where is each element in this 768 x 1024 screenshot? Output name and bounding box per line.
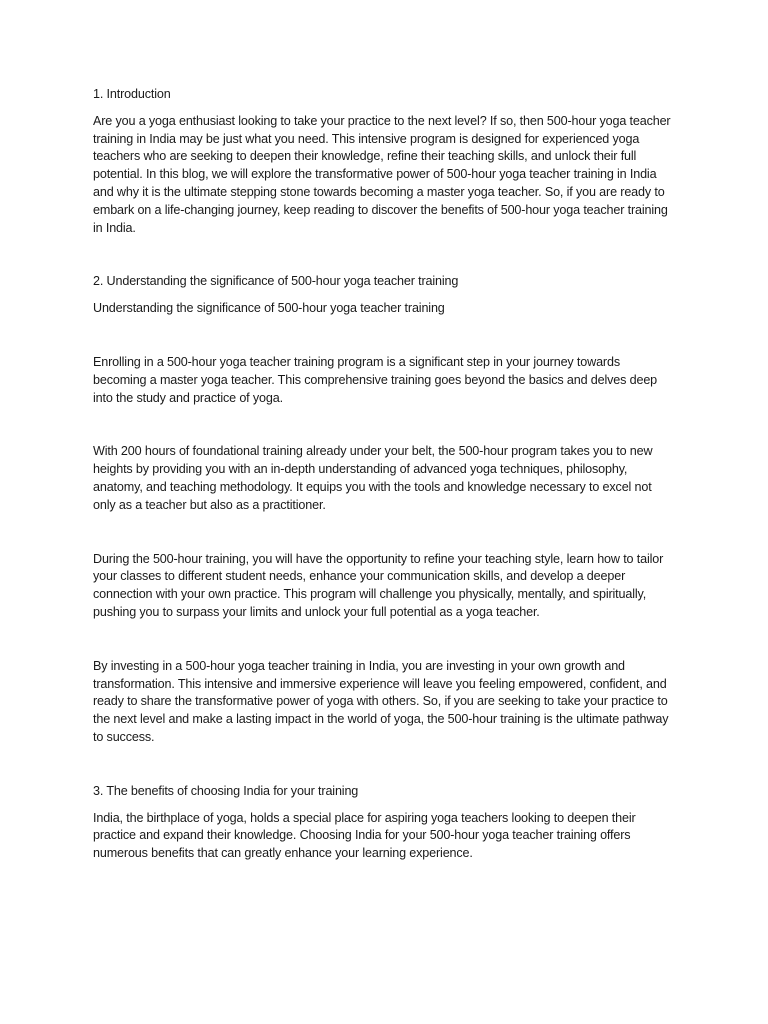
paragraph-enrolling: Enrolling in a 500-hour yoga teacher training program is a significant step in your journey towards becoming a master yoga teacher. This comprehensive training goes beyond the basics and delves deep into the study and practice of yoga. [93, 354, 658, 405]
paragraph-india-birthplace: India, the birthplace of yoga, holds a special place for aspiring yoga teachers looking to deepen their practice and expand their knowledge. Choosing India for your 500-hour yoga teacher training offers numerous benefits that can greatly enhance your learning experience. [93, 810, 636, 861]
section-heading-significance: 2. Understanding the significance of 500-hour yoga teacher training [93, 274, 459, 289]
paragraph-investing: By investing in a 500-hour yoga teacher training in India, you are investing in your own growth and transformation. This intensive and immersive experience will leave you feeling empowered, confident, and ready to share the transformative power of yoga with others. So, if you are seeking to take your practice to the next level and make a lasting impact in the world of yoga, the 500-hour training is the ultimate pathway to success. [93, 658, 669, 744]
section-heading-benefits-india: 3. The benefits of choosing India for your training [93, 783, 359, 798]
paragraph-significance-subtitle: Understanding the significance of 500-hour yoga teacher training [93, 301, 445, 316]
paragraph-introduction: Are you a yoga enthusiast looking to take your practice to the next level? If so, then 500-hour yoga teacher training in India may be just what you need. This intensive program is designed for experienced yoga teachers who are seeking to deepen their knowledge, refine their teaching skills, and unlock their full potential. In this blog, we will explore the transformative power of 500-hour yoga teacher training in India and why it is the ultimate stepping stone towards becoming a master yoga teacher. So, if you are ready to embark on a life-changing journey, keep reading to discover the benefits of 500-hour yoga teacher training in India. [93, 113, 671, 235]
paragraph-foundational-training: With 200 hours of foundational training already under your belt, the 500-hour program takes you to new heights by providing you with an in-depth understanding of advanced yoga techniques, philosophy, anatomy, and teaching methodology. It equips you with the tools and knowledge necessary to excel not only as a teacher but also as a practitioner. [93, 444, 653, 512]
section-heading-introduction: 1. Introduction [93, 87, 171, 101]
document-body [93, 86, 673, 863]
paragraph-during-training: During the 500-hour training, you will have the opportunity to refine your teaching style, learn how to tailor your classes to different student needs, enhance your communication skills, and develop a deeper connection with your own practice. This program will challenge you physically, mentally, and spiritually, pushing you to surpass your limits and unlock your full potential as a yoga teacher. [93, 551, 664, 619]
